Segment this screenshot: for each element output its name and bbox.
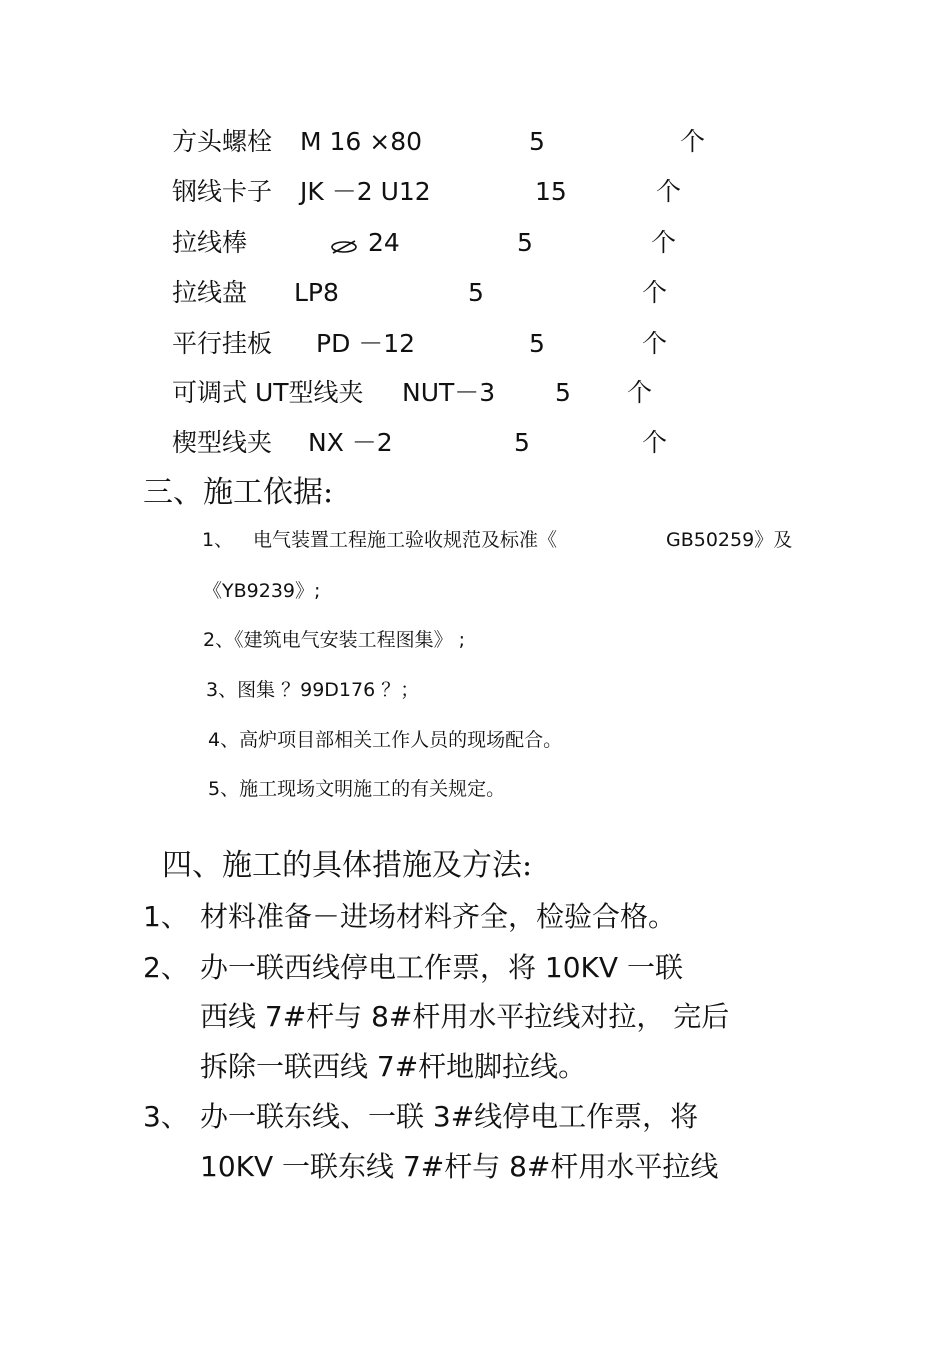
material-unit: 个 bbox=[642, 278, 668, 307]
section-heading: 四、施工的具体措施及方法: bbox=[162, 848, 533, 883]
material-qty: 15 bbox=[535, 177, 567, 206]
material-unit: 个 bbox=[642, 428, 668, 457]
material-name: 平行挂板 bbox=[172, 329, 273, 358]
list-item-line: 材料准备－进场材料齐全，检验合格。 bbox=[200, 900, 677, 933]
list-item-line: 10KV 一联东线 7#杆与 8#杆用水平拉线 bbox=[200, 1150, 719, 1183]
material-name: 拉线盘 bbox=[172, 278, 248, 307]
material-qty: 5 bbox=[468, 278, 484, 307]
list-item: 5、施工现场文明施工的有关规定。 bbox=[208, 778, 506, 800]
list-item: 2、《建筑电气安装工程图集》 ; bbox=[203, 629, 466, 651]
material-qty: 5 bbox=[514, 428, 530, 457]
material-qty: 5 bbox=[529, 329, 545, 358]
material-spec: M 16 ×80 bbox=[300, 127, 423, 156]
material-spec: NX －2 bbox=[308, 428, 393, 457]
list-item-line: 拆除一联西线 7#杆地脚拉线。 bbox=[200, 1050, 587, 1083]
list-item: 3、图集 ？99D176 ？； bbox=[206, 679, 420, 701]
material-name: 拉线棒 bbox=[172, 228, 248, 257]
material-name: 楔型线夹 bbox=[172, 428, 273, 457]
material-unit: 个 bbox=[680, 127, 706, 156]
list-item-number: 1、 bbox=[202, 529, 234, 551]
list-item-line: 办一联西线停电工作票，将 10KV 一联 bbox=[200, 951, 683, 984]
material-spec: LP8 bbox=[294, 278, 339, 307]
list-item-line: 办一联东线、一联 3#线停电工作票，将 bbox=[200, 1100, 699, 1133]
diameter-icon bbox=[330, 238, 358, 256]
list-item-number: 2、 bbox=[143, 951, 189, 984]
material-unit: 个 bbox=[627, 378, 653, 407]
material-spec: JK －2 U12 bbox=[300, 177, 431, 206]
material-spec: NUT－3 bbox=[402, 378, 496, 407]
material-name: 可调式 UT型线夹 bbox=[172, 378, 364, 407]
list-item-number: 3、 bbox=[143, 1100, 189, 1133]
list-item-continued: 《YB9239》; bbox=[203, 580, 321, 602]
material-name: 方头螺栓 bbox=[172, 127, 273, 156]
material-qty: 5 bbox=[517, 228, 533, 257]
list-item-number: 1、 bbox=[143, 900, 189, 933]
material-qty: 5 bbox=[529, 127, 545, 156]
material-unit: 个 bbox=[642, 329, 668, 358]
material-name: 钢线卡子 bbox=[172, 177, 273, 206]
material-spec: 24 bbox=[368, 228, 400, 257]
list-item: 4、高炉项目部相关工作人员的现场配合。 bbox=[208, 729, 563, 751]
material-spec: PD －12 bbox=[316, 329, 416, 358]
material-unit: 个 bbox=[656, 177, 682, 206]
section-heading: 三、施工依据: bbox=[143, 475, 334, 510]
material-qty: 5 bbox=[555, 378, 571, 407]
material-unit: 个 bbox=[651, 228, 677, 257]
list-item-line: 西线 7#杆与 8#杆用水平拉线对拉， 完后 bbox=[200, 1000, 730, 1033]
list-item: 电气装置工程施工验收规范及标准《 bbox=[253, 529, 558, 551]
list-item-continued: GB50259》及 bbox=[666, 529, 793, 551]
